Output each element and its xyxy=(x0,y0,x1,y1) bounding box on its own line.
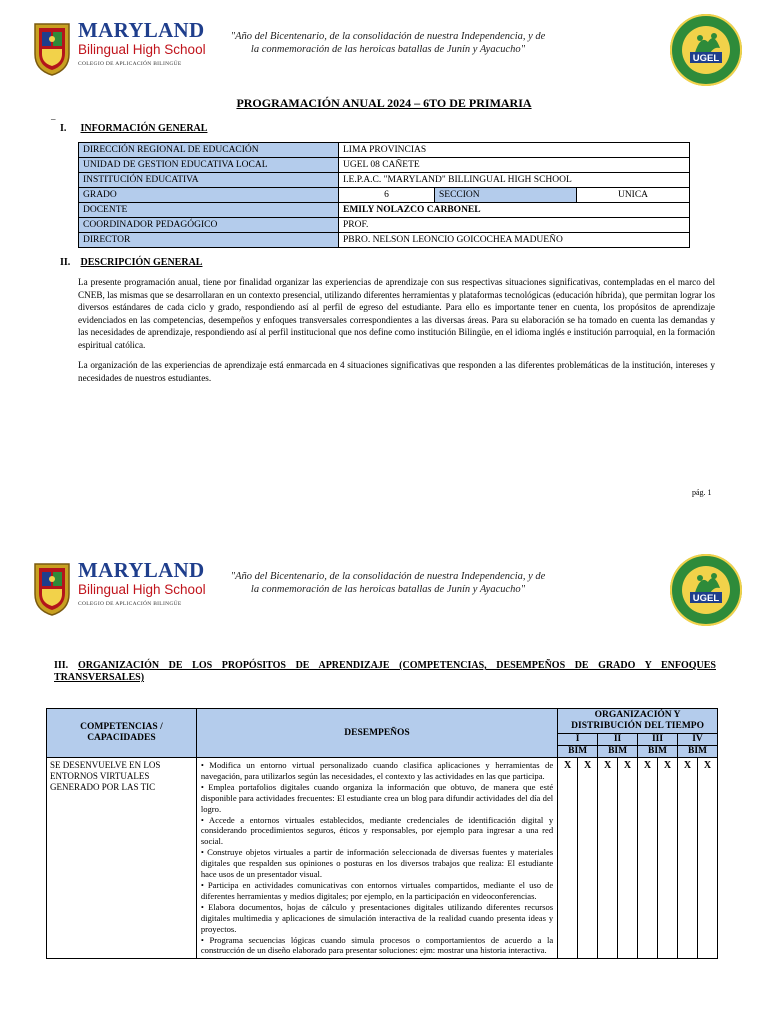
motto-line-1: "Año del Bicentenario, de la consolidación de nuestra Independencia, y de xyxy=(230,31,546,42)
ugel-logo-text: UGEL xyxy=(692,593,720,604)
schedule-mark: X xyxy=(578,758,598,959)
info-label: DIRECCIÓN REGIONAL DE EDUCACIÓN xyxy=(79,143,339,158)
section-value: UNICA xyxy=(577,188,690,203)
brand-subtitle: Bilingual High School xyxy=(78,582,206,597)
desempenos-cell xyxy=(196,758,557,959)
info-row xyxy=(79,158,690,173)
info-value: EMILY NOLAZCO CARBONEL xyxy=(339,203,690,218)
school-shield-icon xyxy=(32,560,72,616)
bim-roman: III xyxy=(638,734,678,746)
info-label: COORDINADOR PEDAGÓGICO xyxy=(79,218,339,233)
col-header-organizacion: ORGANIZACIÓN Y DISTRIBUCIÓN DEL TIEMPO xyxy=(558,709,718,734)
section-2-title: DESCRIPCIÓN GENERAL xyxy=(80,257,203,268)
brand-tagline: COLEGIO DE APLICACIÓN BILINGÜE xyxy=(78,601,182,607)
desempeno-item: • Construye objetos virtuales a partir de información seleccionada de diversas fuentes y materiales digitales que respalden sus opiniones o posturas en los diversos trabajos que realiza: El estudiante hace usos de un presentador visual. xyxy=(200,847,554,880)
section-3-number: III. xyxy=(54,660,69,671)
bim-roman: II xyxy=(598,734,638,746)
info-value: PROF. xyxy=(339,218,690,233)
col-header-competencias: COMPETENCIAS / CAPACIDADES xyxy=(47,709,197,758)
section-1-number: I. xyxy=(60,123,67,134)
brand-subtitle: Bilingual High School xyxy=(78,42,206,57)
brand-name: MARYLAND xyxy=(78,558,205,582)
info-row xyxy=(79,188,690,203)
info-label: DOCENTE xyxy=(79,203,339,218)
bim-label: BIM xyxy=(558,746,598,758)
schedule-mark: X xyxy=(618,758,638,959)
description-paragraph-2: La organización de las experiencias de aprendizaje está enmarcada en 4 situaciones significativas que responden a las diferentes problemáticas de la institución, intereses y necesidades de nuestros estudiantes. xyxy=(78,360,715,383)
ugel-logo-icon xyxy=(668,12,744,88)
info-label: INSTITUCIÓN EDUCATIVA xyxy=(79,173,339,188)
section-label: SECCION xyxy=(435,188,577,203)
desempeno-item: • Accede a entornos virtuales establecidos, mediante credenciales de identificación digital y considerando procedimientos seguros, éticos y responsables, por ejemplo para ingresar a una red social. xyxy=(200,814,554,847)
schedule-mark: X xyxy=(558,758,578,959)
desempeno-item: • Modifica un entorno virtual personalizado cuando clasifica aplicaciones y herramientas de navegación, para utilizarlos según las necesidades, el contexto y las actividades en las que participa. xyxy=(200,760,554,781)
section-3-title: ORGANIZACIÓN DE LOS PROPÓSITOS DE APRENDIZAJE (COMPETENCIAS, DESEMPEÑOS DE GRADO Y ENFOQUES TRANSVERSALES) xyxy=(54,660,716,683)
info-row xyxy=(79,233,690,248)
schedule-mark: X xyxy=(697,758,717,959)
ugel-logo-text: UGEL xyxy=(692,53,720,64)
page-number: pág. 1 xyxy=(692,488,712,497)
ugel-logo-icon xyxy=(668,552,744,628)
motto-line-2: la conmemoración de las heroicas batallas de Junín y Ayacucho" xyxy=(250,584,526,595)
document-title: PROGRAMACIÓN ANUAL 2024 – 6TO DE PRIMARIA xyxy=(236,96,532,110)
schedule-mark: X xyxy=(638,758,658,959)
section-2-heading xyxy=(60,257,202,268)
description-paragraph-1: La presente programación anual, tiene por finalidad organizar las experiencias de aprendizaje con sus respectivas situaciones significativas, contempladas en el marco del CNEB, las mismas que se desarrollaran en un contexto presencial, utilizando diferentes herramientas y plataformas tecnológicas (educación híbrida), que permitan lograr los diversos estándares de cada ciclo y grado, respondiendo así al perfil de egreso del estudiante. Para ello es importante tener en cuenta, los propósitos de aprendizaje evidenciados en las competencias, desempeños y enfoques transversales correspondientes a las diversas áreas. Para su elaboración se ha tomado en cuenta las demandas y las necesidades de aprendizaje, respondiendo así al perfil institucional que nos define como institución Bilingüe, en el idioma inglés e institución parroquial, en la formación espiritual católica. xyxy=(78,277,715,350)
desempeno-item: • Emplea portafolios digitales cuando organiza la información que obtuvo, de manera que esté disponible para actividades frecuentes: El estudiante crea un blog para difundir actividades del día del logro. xyxy=(200,781,554,814)
col-header-desempenos: DESEMPEÑOS xyxy=(196,709,557,758)
bim-roman: IV xyxy=(677,734,717,746)
competencia-cell: SE DESENVUELVE EN LOS ENTORNOS VIRTUALES GENERADO POR LAS TIC xyxy=(47,758,197,959)
info-value: LIMA PROVINCIAS xyxy=(339,143,690,158)
bim-label: BIM xyxy=(677,746,717,758)
general-info-table xyxy=(78,142,690,248)
info-label: UNIDAD DE GESTION EDUCATIVA LOCAL xyxy=(79,158,339,173)
schedule-mark: X xyxy=(598,758,618,959)
info-label: DIRECTOR xyxy=(79,233,339,248)
stray-dash: – xyxy=(51,114,56,124)
motto-line-1: "Año del Bicentenario, de la consolidación de nuestra Independencia, y de xyxy=(230,571,546,582)
info-value: UGEL 08 CAÑETE xyxy=(339,158,690,173)
grade-value: 6 xyxy=(339,188,435,203)
school-shield-icon xyxy=(32,20,72,76)
info-row xyxy=(79,143,690,158)
info-label: GRADO xyxy=(79,188,339,203)
national-motto xyxy=(218,570,558,596)
info-value: I.E.P.A.C. "MARYLAND" BILLINGUAL HIGH SCHOOL xyxy=(339,173,690,188)
section-1-title: INFORMACIÓN GENERAL xyxy=(80,123,208,134)
info-value: PBRO. NELSON LEONCIO GOICOCHEA MADUEÑO xyxy=(339,233,690,248)
competencies-table xyxy=(46,708,718,959)
section-3-heading xyxy=(54,660,716,684)
bim-roman: I xyxy=(558,734,598,746)
page-header xyxy=(0,552,768,632)
motto-line-2: la conmemoración de las heroicas batallas de Junín y Ayacucho" xyxy=(250,44,526,55)
table-row xyxy=(47,758,718,959)
school-logo xyxy=(32,558,207,620)
schedule-mark: X xyxy=(658,758,678,959)
school-logo xyxy=(32,18,207,80)
bim-label: BIM xyxy=(638,746,678,758)
schedule-mark: X xyxy=(677,758,697,959)
desempeno-item: • Participa en actividades comunicativas con entornos virtuales compartidos, mediante el uso de diferentes herramientas y medios digitales; por ejemplo, en la participación en videoconferencias. xyxy=(200,879,554,901)
info-row xyxy=(79,218,690,233)
section-2-number: II. xyxy=(60,257,71,268)
bim-label: BIM xyxy=(598,746,638,758)
section-1-heading xyxy=(60,123,207,134)
info-row xyxy=(79,173,690,188)
national-motto xyxy=(218,30,558,56)
desempeno-item: • Elabora documentos, hojas de cálculo y presentaciones digitales utilizando diferentes recursos digitales multimedia y aplicaciones de simulación interactiva de la realidad cuando presenta ideas y proyectos. xyxy=(200,901,554,934)
brand-tagline: COLEGIO DE APLICACIÓN BILINGÜE xyxy=(78,61,182,67)
brand-name: MARYLAND xyxy=(78,18,205,42)
info-row xyxy=(79,203,690,218)
desempeno-item: • Programa secuencias lógicas cuando simula procesos o comportamientos de acuerdo a la construcción de un diseño elaborado para presentar soluciones: ejm: mostrar una historia interactiva. xyxy=(200,934,554,956)
page-header xyxy=(0,12,768,92)
